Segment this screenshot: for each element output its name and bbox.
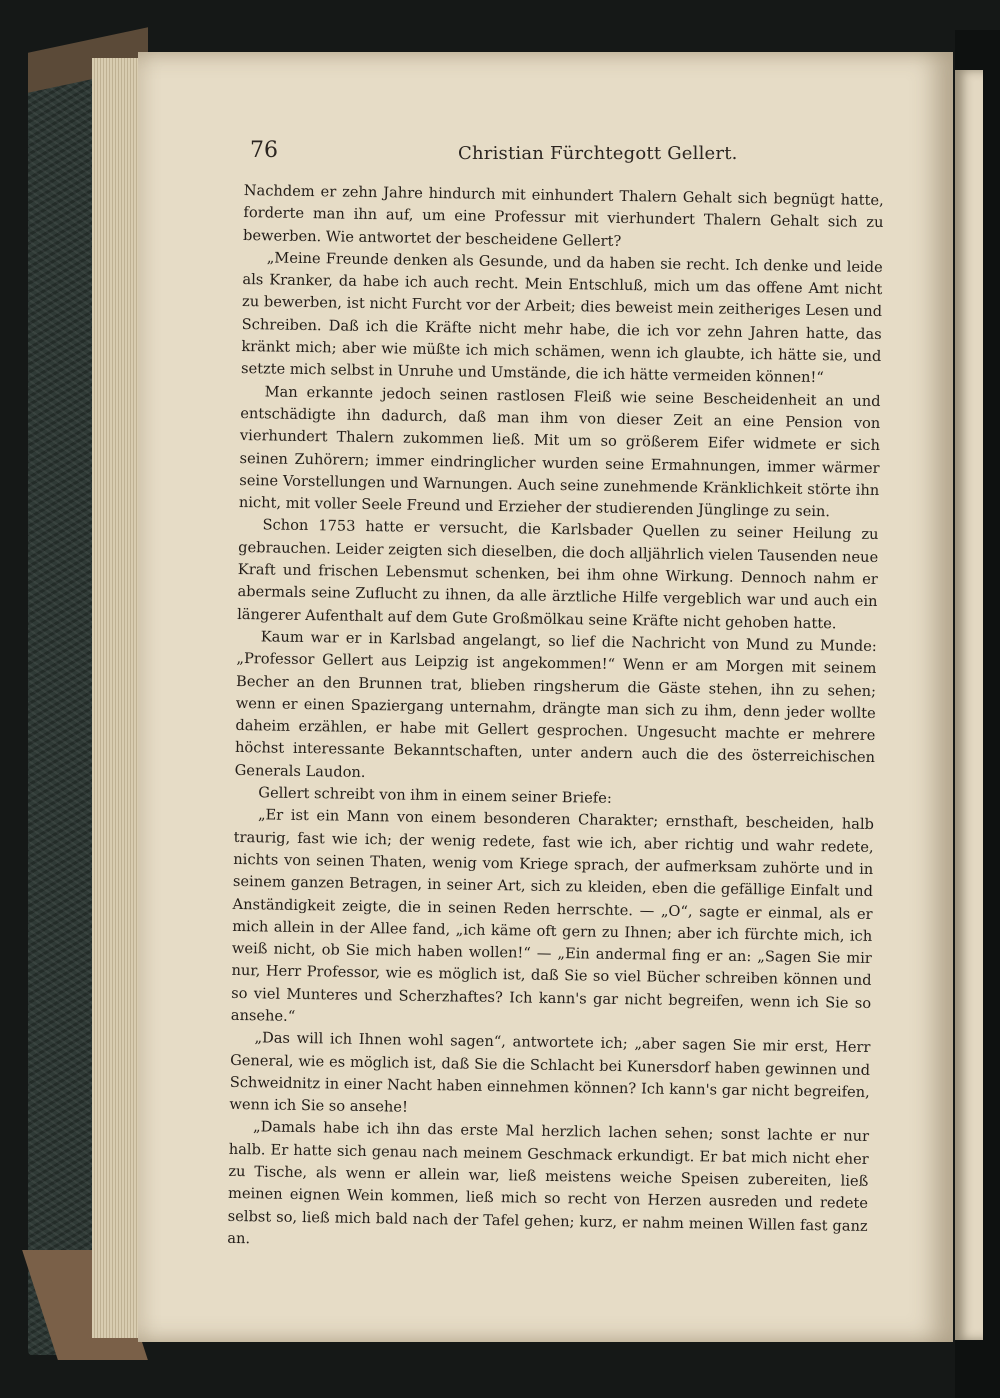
paragraph: „Meine Freunde denken als Gesunde, und da haben sie recht. Ich denke und leide als Kranker, da habe ich auch recht. Mein Entschluß, mich um das offene Amt nicht zu bewerben, ist nicht Furcht vor der Arbeit; dies beweist mein zeitheriges Lesen und Schreiben. Daß ich die Kräfte nicht mehr habe, die ich vor zehn Jahren hatte, das kränkt mich; aber wie müßte ich mich schämen, wenn ich glaubte, ich hätte sie, und setzte mich selbst in Unruhe und Umstände, die ich hätte vermeiden können!“	[240, 249, 883, 387]
running-title: Christian Fürchtegott Gellert.	[458, 143, 738, 164]
paragraph: „Damals habe ich ihn das erste Mal herzlich lachen sehen; sonst lachte er nur halb. Er hatte sich genau nach meinem Geschmack erkundigt. Er bat mich nicht eher zu Tische, als wenn er allein war, ließ meistens weiche Speisen zubereiten, ließ meinen eignen Wein kommen, ließ mich so recht von Herzen ausreden und redete selbst so, ließ mich bald nach der Tafel gehen; kurz, er nahm meinen Willen fast ganz an.	[227, 1118, 870, 1248]
paragraph: Gellert schreibt von ihm in einem seiner Briefe:	[258, 784, 612, 807]
paragraph: Schon 1753 hatte er versucht, die Karlsbader Quellen zu seiner Heilung zu gebrauchen. Leider zeigten sich dieselben, die doch alljährlich vielen Tausenden neue Kraft und frischen Lebensmut schenken, bei ihm ohne Wirkung. Dennoch nahm er abermals seine Zuflucht zu ihnen, da alle ärztliche Hilfe vergeblich war und auch ein längerer Aufenthalt auf dem Gute Großmölkau seine Kräfte nicht gehoben hatte.	[237, 516, 879, 633]
paragraph: „Das will ich Ihnen wohl sagen“, antwortete ich; „aber sagen Sie mir erst, Herr General, wie es möglich ist, daß Sie die Schlacht bei Kunersdorf haben gewinnen und Schweidnitz in einer Nacht haben einnehmen können? Ich kann's gar nicht begreifen, wenn ich Sie so ansehe!	[229, 1029, 871, 1116]
body-text	[227, 180, 884, 1260]
paragraph: Kaum war er in Karlsbad angelangt, so lief die Nachricht von Mund zu Munde: „Professor Gellert aus Leipzig ist angekommen!“ Wenn er am Morgen mit seinem Becher an den Brunnen trat, blieben ringsherum die Gäste stehen, ihn zu sehen; wenn er einen Spaziergang unternahm, drängte man sich zu ihm, denn jeder wollte daheim erzählen, er habe mit Gellert gesprochen. Ungesucht machte er mehrere höchst interessante Bekanntschaften, unter andern auch die des österreichischen Generals Laudon.	[234, 628, 877, 781]
facing-page-edge	[955, 70, 983, 1340]
page-number: 76	[250, 138, 278, 163]
paragraph: Nachdem er zehn Jahre hindurch mit einhundert Thalern Gehalt sich begnügt hatte, forderte man ihn auf, um eine Professur mit vierhundert Thalern Gehalt sich zu bewerben. Wie antwortet der bescheidene Gellert?	[243, 181, 884, 250]
paragraph: „Er ist ein Mann von einem besonderen Charakter; ernsthaft, bescheiden, halb traurig, fast wie ich; der wenig redete, fast wie ich, aber richtig und wahr redete, nichts von seinen Thaten, wenig vom Kriege sprach, der aufmerksam zuhörte und in seinem ganzen Betragen, in seiner Art, sich zu kleiden, eben die gefällige Einfalt und Anständigkeit zeigte, die in seinen Reden herrschte. — „O“, sagte er einmal, als er mich allein in der Allee fand, „ich käme oft gern zu Ihnen; aber ich fürchte mich, ich weiß nicht, ob Sie mich haben wollen!“ — „Ein andermal fing er an: „Sagen Sie mir nur, Herr Professor, wie es möglich ist, daß Sie so viel Bücher schreiben können und so viel Munteres und Scherzhaftes? Ich kann's gar nicht begreifen, wenn ich Sie so ansehe.“	[230, 806, 875, 1025]
paragraph: Man erkannte jedoch seinen rastlosen Fleiß wie seine Bescheidenheit an und entschädigte ihn dadurch, daß man ihm von dieser Zeit an eine Pension von vierhundert Thalern zukommen ließ. Mit um so größerem Eifer widmete er sich seinen Zuhörern; immer eindringlicher wurden seine Ermahnungen, immer wärmer seine Vorstellungen und Warnungen. Auch seine zunehmende Kränklichkeit störte ihn nicht, mit voller Seele Freund und Erzieher der studierenden Jünglinge zu sein.	[238, 383, 881, 521]
